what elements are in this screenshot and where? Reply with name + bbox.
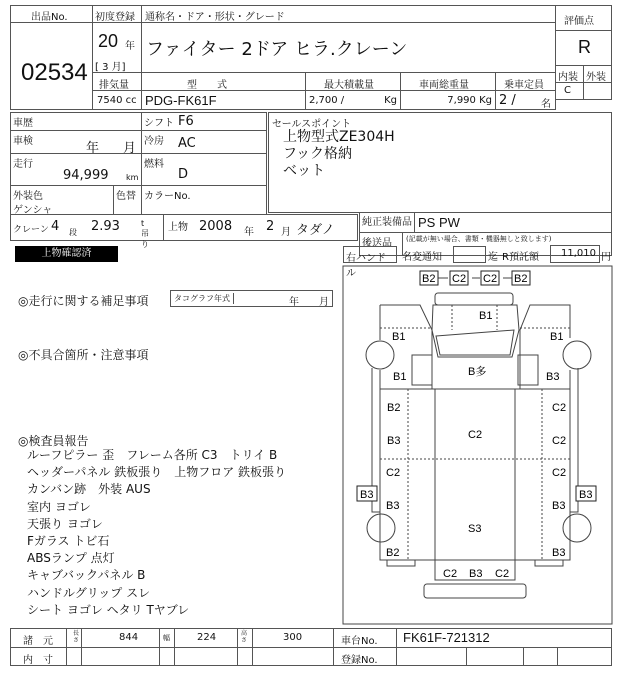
confirmed-badge: 上物確認済	[15, 246, 118, 262]
vehicle-name: ファイター 2ドア ヒラ.クレーン	[146, 39, 408, 60]
recycle-suffix: 迄	[488, 252, 498, 263]
later-items-label: 後送品	[362, 238, 392, 249]
capacity-label: 乗車定員	[504, 80, 544, 91]
inspection-label: 車検	[13, 136, 33, 147]
equipment-label: 純正装備品	[362, 212, 415, 233]
name-label: 通称名・ドア・形状・グレード	[145, 12, 285, 23]
damage-mark: C2	[552, 402, 567, 414]
damage-mark: B3	[360, 489, 374, 501]
damage-mark: C2	[386, 467, 401, 479]
recycle-amount: 11,010	[550, 245, 600, 263]
length-label: 長さ	[73, 630, 80, 644]
tachograph-year: 年	[289, 297, 299, 308]
exterior-label: 外装	[586, 72, 606, 83]
damage-mark: B3	[552, 547, 566, 559]
sales-point-item: ベット	[283, 163, 325, 179]
inspector-label: ◎検査員報告	[18, 434, 89, 448]
report-line: シート ヨゴレ ヘタリ Tヤブレ	[27, 602, 190, 617]
crane-stage-unit: 段	[69, 228, 77, 237]
inner-dims-label: 内 寸	[23, 655, 53, 666]
score: R	[578, 37, 591, 57]
damage-mark: C2	[495, 568, 510, 580]
driving-notes-label: ◎走行に関する補足事項	[18, 294, 149, 308]
crane-label: クレーン	[13, 225, 49, 235]
damage-mark: B1	[393, 371, 407, 383]
model: PDG-FK61F	[145, 93, 217, 108]
footer-table	[10, 628, 612, 666]
model-label: 型 式	[187, 80, 227, 91]
damage-mark: C2	[552, 435, 567, 447]
capacity: 2 /	[499, 93, 516, 108]
reg-month: [ 3 月]	[95, 62, 126, 73]
first-reg-label: 初度登録	[95, 12, 135, 23]
height-label: 高さ	[241, 630, 248, 644]
max-load: 2,700 /	[309, 95, 345, 106]
inspection-month: 月	[123, 141, 137, 156]
capacity-unit: 名	[541, 99, 551, 110]
crane-stages: 4	[51, 219, 60, 234]
steering-badge: 右ハンドル	[343, 246, 397, 263]
damage-mark: C2	[443, 568, 458, 580]
defects-label: ◎不具合箇所・注意事項	[18, 348, 149, 362]
damage-mark: S3	[468, 523, 482, 535]
sales-point-item: 上物型式ZE304H	[283, 129, 395, 145]
interior-label: 内装	[558, 72, 578, 83]
recycle-unit: 円	[601, 252, 611, 263]
height: 300	[283, 632, 303, 643]
damage-mark: B1	[392, 331, 406, 343]
shift-label: シフト	[144, 118, 174, 129]
report-line: 室内 ヨゴレ	[27, 499, 91, 514]
damage-mark: B3	[579, 489, 593, 501]
tachograph-label: タコグラフ年式	[174, 293, 234, 304]
damage-mark: B3	[546, 371, 560, 383]
inspection-year: 年	[86, 141, 100, 156]
report-line: Fガラス トビ石	[27, 534, 110, 549]
length: 844	[119, 632, 139, 643]
equipment-value: PS PW	[418, 215, 460, 230]
gross-weight-label: 車両総重量	[419, 80, 469, 91]
reg-year: 20	[98, 31, 119, 51]
report-line: ルーフピラー 歪 フレーム各所 C3 トリイ B	[27, 448, 278, 462]
score-label: 評価点	[564, 16, 594, 27]
color: ゲンシャ	[13, 205, 53, 216]
chassis-label: 車台No.	[341, 636, 378, 647]
damage-mark: B2	[514, 273, 528, 285]
report-line: 天張り ヨゴレ	[27, 516, 103, 531]
body-month: 2	[266, 219, 275, 234]
body-label: 上物	[163, 214, 188, 241]
damage-mark: C2	[552, 467, 567, 479]
registration-label: 登録No.	[341, 655, 378, 666]
body-maker: タダノ	[296, 223, 335, 238]
body-year: 2008	[199, 219, 233, 234]
dims-label: 諸 元	[23, 636, 53, 647]
color-no-label: カラーNo.	[144, 191, 191, 202]
ac-label: 冷房	[144, 136, 164, 147]
reg-year-unit: 年	[125, 41, 135, 52]
damage-mark: B3	[386, 500, 400, 512]
fuel-label: 燃料	[144, 159, 164, 170]
report-line: ヘッダーパネル 鉄板張り 上物フロア 鉄板張り	[27, 465, 287, 480]
name-change-label: 名変通知	[402, 252, 442, 263]
damage-mark: B3	[387, 435, 401, 447]
sales-point-item: フック格納	[283, 146, 353, 162]
report-line: カンバン跡 外装 AUS	[27, 482, 151, 497]
width-label: 幅	[163, 634, 170, 642]
recycle-label: R預託額	[502, 252, 539, 263]
report-line: ハンドルグリップ スレ	[27, 585, 151, 600]
color-change-label: 色替	[116, 191, 136, 202]
damage-mark: B多	[468, 366, 487, 378]
mileage: 94,999	[63, 168, 109, 183]
damage-mark: B2	[386, 547, 400, 559]
body-year-unit: 年	[244, 227, 254, 238]
width: 224	[197, 632, 217, 643]
ac: AC	[178, 136, 196, 151]
history-label: 車歴	[13, 118, 33, 129]
sales-points-label: セールスポイント	[272, 119, 352, 130]
damage-mark: B1	[479, 310, 493, 322]
damage-mark: B2	[422, 273, 436, 285]
shift: F6	[178, 114, 194, 129]
mileage-label: 走行	[13, 159, 33, 170]
damage-mark: B3	[469, 568, 483, 580]
interior-score: C	[564, 85, 571, 96]
lot-label: 出品No.	[31, 12, 68, 23]
damage-mark: C2	[483, 273, 498, 285]
fuel: D	[178, 167, 189, 182]
max-load-unit: Kg	[384, 95, 397, 106]
mileage-unit: km	[126, 173, 139, 182]
displacement-label: 排気量	[99, 80, 129, 91]
damage-mark: C2	[468, 429, 483, 441]
tachograph-month: 月	[319, 297, 329, 308]
lot-number: 02534	[21, 59, 88, 86]
later-items-note: (記載が無い場合、書類・機器無しと致します)	[402, 232, 551, 256]
crane-capacity-unit: t 吊り	[141, 219, 149, 249]
body-month-unit: 月	[281, 227, 291, 238]
gross-weight: 7,990 Kg	[447, 95, 492, 106]
crane-capacity: 2.93	[91, 219, 120, 234]
color-label: 外装色	[13, 191, 43, 202]
damage-mark: B2	[387, 402, 401, 414]
displacement: 7540 cc	[97, 95, 137, 106]
damage-mark: C2	[452, 273, 467, 285]
report-line: ABSランプ 点灯	[27, 551, 115, 566]
damage-mark: B1	[550, 331, 564, 343]
max-load-label: 最大積載量	[324, 80, 374, 91]
chassis-number: FK61F-721312	[403, 630, 490, 645]
damage-mark: B3	[552, 500, 566, 512]
report-line: キャブバックパネル B	[27, 568, 146, 583]
